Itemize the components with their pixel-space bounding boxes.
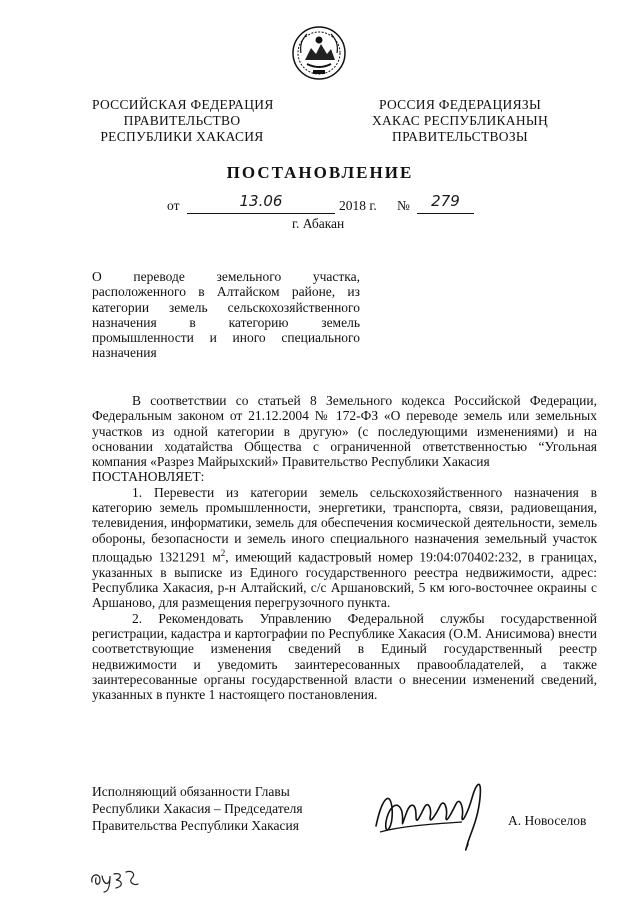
header-right-line: ПРАВИТЕЛЬСТВОЗЫ [392, 129, 528, 144]
handwritten-margin-note [88, 864, 140, 894]
item-2-paragraph: 2. Рекомендовать Управлению Федеральной службы государственной регистрации, кадастра и картографии по Республике Хакасия (О.М. Анисимова) внести соответствующие изменения сведений в Единый государственный реестр недвижимости и уведомить заинтересованных правообладателей, а также заинтересованные органы государственной власти о внесении изменений сведений, указанных в пункте 1 настоящего постановления. [92, 610, 597, 703]
handwritten-signature [372, 768, 500, 858]
number-sign: № [397, 198, 410, 213]
date-field [187, 192, 335, 214]
date-value: 13.06 [239, 192, 283, 210]
document-subject: О переводе земельного участка, расположенного в Алтайском районе, из категории земель сельскохозяйственного назначения в категорию земель промышленности и иного специального назначения [92, 269, 360, 361]
signature-line: Республики Хакасия – Председателя [92, 801, 303, 816]
header-left-line: ПРАВИТЕЛЬСТВО [123, 113, 241, 128]
item-1-paragraph [92, 485, 597, 611]
document-body [92, 393, 597, 702]
document-title: ПОСТАНОВЛЕНИЕ [226, 163, 414, 182]
signature-block [92, 783, 303, 834]
resolves-line: ПОСТАНОВЛЯЕТ: [92, 469, 205, 485]
header-right [370, 97, 550, 145]
header-right-line: РОССИЯ ФЕДЕРАЦИЯЗЫ [378, 97, 542, 112]
signature-line: Исполняющий обязанности Главы [92, 784, 290, 799]
coat-of-arms-emblem [291, 24, 347, 82]
number-value: 279 [431, 192, 460, 210]
item-1-text: 1. Перевести из категории земель сельскохозяйственного назначения в категорию земель промышленности, энергетики, транспорта, связи, радиовещания, телевидения, информатики, земель для обеспечения космической деятельности, земель обороны, безопасности и земель иного специального назначения земельный участок площадью 1321291 м [92, 484, 597, 565]
item-1-text-end: , имеющий кадастровый номер 19:04:070402:232, в границах, указанных в выписке из Единого государственного реестра недвижимости, адрес: Республика Хакасия, р-н Алтайский, с/с Аршановский, 5 км юго-восточнее окраины с Аршаново, для размещения перегрузочного пункта. [92, 549, 597, 611]
city: г. Абакан [292, 216, 345, 231]
superscript: 2 [220, 547, 226, 558]
header-left [92, 97, 272, 145]
header-right-line: ХАКАС РЕСПУБЛИКАНЫҢ [371, 113, 549, 128]
number-field [417, 192, 474, 214]
header-left-line: РЕСПУБЛИКИ ХАКАСИЯ [100, 129, 264, 144]
signature-line: Правительства Республики Хакасия [92, 818, 299, 833]
date-prefix: от [167, 198, 180, 213]
year-text: 2018 г. [339, 198, 377, 213]
preamble-paragraph: В соответствии со статьей 8 Земельного кодекса Российской Федерации, Федеральным законом от 21.12.2004 № 172-ФЗ «О переводе земель или земельных участков из одной категории в другую» (с последующими изменениями) и на основании ходатайства Общества с ограниченной ответственностью “Угольная компания «Разрез Майрыхский» Правительство Республики Хакасия [92, 393, 597, 470]
header-left-line: РОССИЙСКАЯ ФЕДЕРАЦИЯ [92, 97, 274, 112]
signatory-name: А. Новоселов [508, 813, 587, 828]
